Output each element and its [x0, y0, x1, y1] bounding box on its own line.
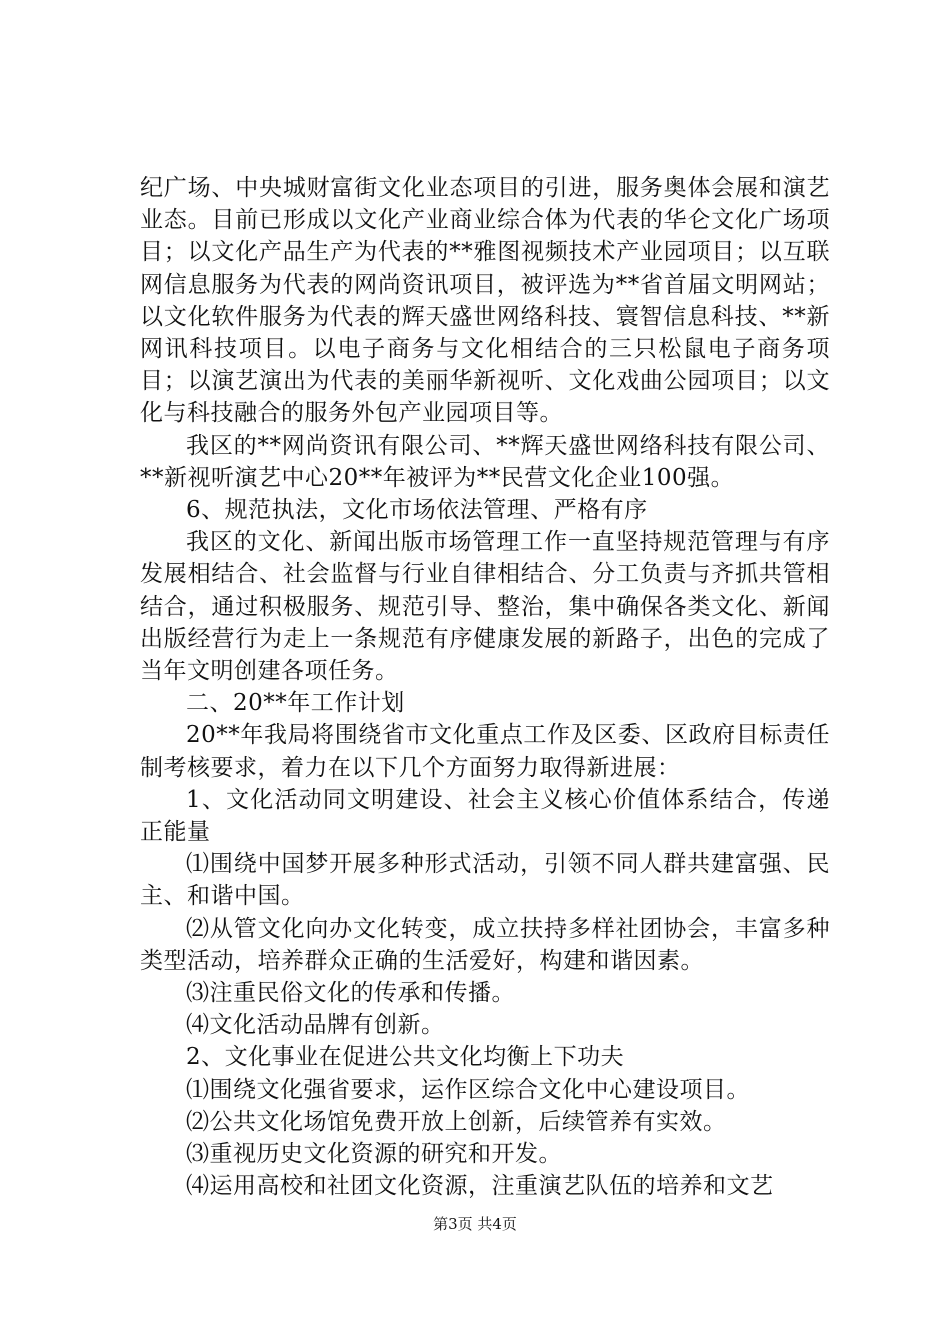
document-body — [140, 172, 830, 1203]
page-number: 第3页 共4页 — [433, 1215, 517, 1233]
list-item: ⑵从管文化向办文化转变，成立扶持多样社团协会，丰富多种类型活动，培养群众正确的生活爱好，构建和谐因素。 — [140, 915, 830, 974]
paragraph-market-management: 我区的文化、新闻出版市场管理工作一直坚持规范管理与有序发展相结合、社会监督与行业自律相结合、分工负责与齐抓共管相结合，通过积极服务、规范引导、整治，集中确保各类文化、新闻出版经营行为走上一条规范有序健康发展的新路子，出色的完成了当年文明创建各项任务。 — [140, 529, 830, 685]
list-item: ⑷运用高校和社团文化资源，注重演艺队伍的培养和文艺 — [186, 1173, 774, 1200]
section-heading-law-enforcement: 6、规范执法，文化市场依法管理、严格有序 — [186, 497, 648, 524]
paragraph-top-100-enterprises: 我区的**网尚资讯有限公司、**辉天盛世网络科技有限公司、**新视听演艺中心20**年被评为**民营文化企业100强。 — [140, 432, 830, 491]
list-item: ⑴围绕文化强省要求，运作区综合文化中心建设项目。 — [186, 1076, 750, 1103]
list-item: ⑶重视历史文化资源的研究和开发。 — [186, 1141, 562, 1168]
page-footer — [0, 1214, 950, 1234]
list-item: ⑴围绕中国梦开展多种形式活动，引领不同人群共建富强、民主、和谐中国。 — [140, 851, 830, 910]
list-item: ⑵公共文化场馆免费开放上创新，后续管养有实效。 — [186, 1108, 727, 1135]
paragraph-plan-intro: 20**年我局将围绕省市文化重点工作及区委、区政府目标责任制考核要求，着力在以下几个方面努力取得新进展： — [140, 722, 830, 781]
subheading-public-culture: 2、文化事业在促进公共文化均衡上下功夫 — [186, 1044, 625, 1071]
list-item: ⑷文化活动品牌有创新。 — [186, 1012, 445, 1039]
paragraph-cultural-projects: 纪广场、中央城财富街文化业态项目的引进，服务奥体会展和演艺业态。目前已形成以文化产业商业综合体为代表的华仑文化广场项目；以文化产品生产为代表的**雅图视频技术产业园项目；以互联网信息服务为代表的网尚资讯项目，被评选为**省首届文明网站；以文化软件服务为代表的辉天盛世网络科技、寰智信息科技、**新网讯科技项目。以电子商务与文化相结合的三只松鼠电子商务项目；以演艺演出为代表的美丽华新视听、文化戏曲公园项目；以文化与科技融合的服务外包产业园项目等。 — [140, 175, 830, 427]
subheading-cultural-activities: 1、文化活动同文明建设、社会主义核心价值体系结合，传递正能量 — [140, 786, 830, 846]
section-heading-work-plan: 二、20**年工作计划 — [186, 690, 405, 717]
list-item: ⑶注重民俗文化的传承和传播。 — [186, 980, 515, 1007]
